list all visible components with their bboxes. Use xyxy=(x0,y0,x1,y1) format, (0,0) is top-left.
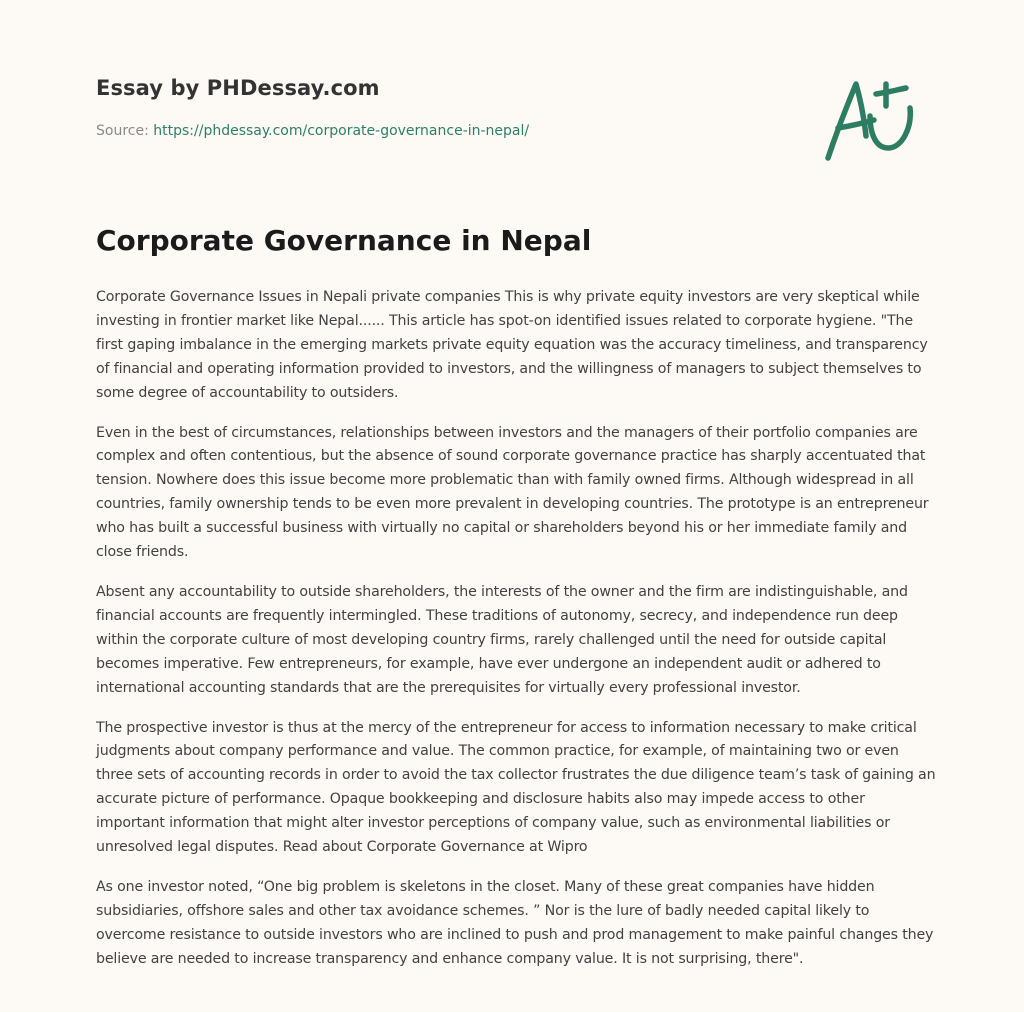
paragraph: As one investor noted, “One big problem is skeletons in the closet. Many of these great companies have hidden subsidiaries, offshore sales and other tax avoidance schemes. ” Nor is the lure of badly needed capital likely to overcome resistance to outside investors who are inclined to push and prod management to make painful changes they believe are needed to increase transparency and enhance company value. It is not surprising, there". xyxy=(96,878,934,967)
article-body xyxy=(96,286,936,988)
essay-header xyxy=(96,76,896,139)
source-label: Source: xyxy=(96,123,154,139)
brand-title: Essay by PHDessay.com xyxy=(96,76,380,100)
source-line xyxy=(96,123,896,139)
paragraph: The prospective investor is thus at the mercy of the entrepreneur for access to information necessary to make critical judgments about company performance and value. The common practice, for example, of maintaining two or even three sets of accounting records in order to avoid the tax collector frustrates the due diligence team’s task of gaining an accurate picture of performance. Opaque bookkeeping and disclosure habits also may impede access to other important information that might alter investor perceptions of company value, such as environmental liabilities or unresolved legal disputes. Read about Corporate Governance at Wipro xyxy=(96,719,936,856)
a-plus-grade-icon xyxy=(822,68,932,164)
paragraph: Even in the best of circumstances, relationships between investors and the managers of their portfolio companies are complex and often contentious, but the absence of sound corporate governance practice has sharply accentuated that tension. Nowhere does this issue become more problematic than with family owned firms. Although widespread in all countries, family ownership tends to be even more prevalent in developing countries. The prototype is an entrepreneur who has built a successful business with virtually no capital or shareholders beyond his or her immediate family and close friends. xyxy=(96,424,929,561)
paragraph: Corporate Governance Issues in Nepali private companies This is why private equity investors are very skeptical while investing in frontier market like Nepal...... This article has spot-on identified issues related to corporate hygiene. "The first gaping imbalance in the emerging markets private equity equation was the accuracy timeliness, and transparency of financial and operating information provided to investors, and the willingness of managers to subject themselves to some degree of accountability to outsiders. xyxy=(96,289,928,401)
page-title: Corporate Governance in Nepal xyxy=(96,224,592,257)
source-link[interactable]: https://phdessay.com/corporate-governance-in-nepal/ xyxy=(153,123,530,139)
paragraph: Absent any accountability to outside shareholders, the interests of the owner and the firm are indistinguishable, and financial accounts are frequently intermingled. These traditions of autonomy, secrecy, and independence run deep within the corporate culture of most developing country firms, rarely challenged until the need for outside capital becomes imperative. Few entrepreneurs, for example, have ever undergone an independent audit or adhered to international accounting standards that are the prerequisites for virtually every professional investor. xyxy=(96,583,908,696)
